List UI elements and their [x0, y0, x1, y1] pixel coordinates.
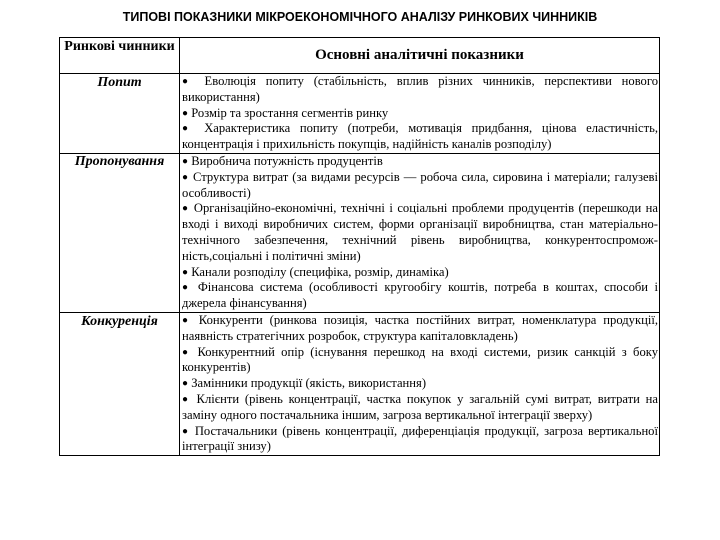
bullet-icon: ● — [182, 123, 195, 135]
table-row-demand — [60, 74, 660, 154]
list-item: ● Структура витрат (за видами ресурсів — робоча сила, сировина і матеріали; галузеві особливості) — [182, 169, 658, 200]
list-item: ● Організаційно-економічні, технічні і соціальні проблеми продуцентів (перешкоди на вході і виході виробничих систем, форми організації виробництва, стан матеріально-технічного забезпечення, технічний рівень виробництва, конкурентоспромож-ність,соціальні і політичні зміни) — [182, 201, 659, 263]
list-item: ● Фінансова система (особливості кругообігу коштів, потреба в коштах, способи і джерела фінансування) — [182, 280, 658, 311]
factor-competition: Конкуренція — [60, 312, 180, 455]
list-item: ● Канали розподілу (специфіка, розмір, динаміка) — [182, 264, 449, 279]
table-header-row — [60, 38, 660, 74]
bullet-icon: ● — [182, 266, 189, 278]
table-row-competition — [60, 312, 660, 455]
table-row-supply — [60, 153, 660, 312]
factor-supply: Пропонування — [60, 153, 180, 312]
list-item: ● Клієнти (рівень концентрації, частка покупок у загальній сумі витрат, витрати на заміну одного постачальника іншим, загроза вертикальної інтеграції зверху) — [182, 391, 659, 422]
list-item: ● Виробнича потужність продуцентів — [182, 153, 383, 168]
bullet-icon: ● — [182, 378, 189, 390]
competition-indicators — [180, 312, 660, 455]
bullet-icon: ● — [182, 155, 189, 167]
bullet-icon: ● — [182, 171, 189, 183]
bullet-icon: ● — [182, 425, 190, 437]
bullet-icon: ● — [182, 76, 195, 87]
list-item: ● Розмір та зростання сегментів ринку — [182, 105, 389, 120]
list-item: ● Замінники продукції (якість, використання) — [182, 376, 427, 391]
bullet-icon: ● — [182, 314, 192, 326]
list-item: ● Характеристика попиту (потреби, мотивація придбання, цінова еластичність, концентрація і прихильність покупців, надійність каналів розподілу) — [182, 121, 658, 152]
list-item: ● Конкуренти (ринкова позиція, частка постійних витрат, номенклатура продукції, наявність стратегічних розробок, структура капіталовкладень) — [182, 312, 658, 343]
page-title: ТИПОВІ ПОКАЗНИКИ МІКРОЕКОНОМІЧНОГО АНАЛІЗУ РИНКОВИХ ЧИННИКІВ — [122, 10, 598, 24]
list-item: ● Конкурентний опір (існування перешкод на вході системи, ризик санкцій з боку конкурентів) — [182, 344, 659, 375]
indicators-table — [59, 37, 660, 456]
bullet-icon: ● — [182, 393, 191, 405]
bullet-icon: ● — [182, 107, 189, 119]
factor-demand: Попит — [60, 74, 180, 154]
bullet-icon: ● — [182, 282, 192, 294]
bullet-icon: ● — [182, 203, 190, 215]
header-analytical-indicators: Основні аналітичні показники — [180, 38, 660, 74]
supply-indicators — [180, 153, 660, 312]
bullet-icon: ● — [182, 346, 192, 358]
list-item: ● Постачальники (рівень концентрації, диференціація продукції, загроза вертикальної інтеграції знизу) — [182, 423, 658, 454]
header-market-factors: Ринкові чинники — [60, 38, 180, 74]
list-item: ● Еволюція попиту (стабільність, вплив різних чинників, перспективи нового використання) — [182, 74, 659, 104]
demand-indicators — [180, 74, 660, 154]
